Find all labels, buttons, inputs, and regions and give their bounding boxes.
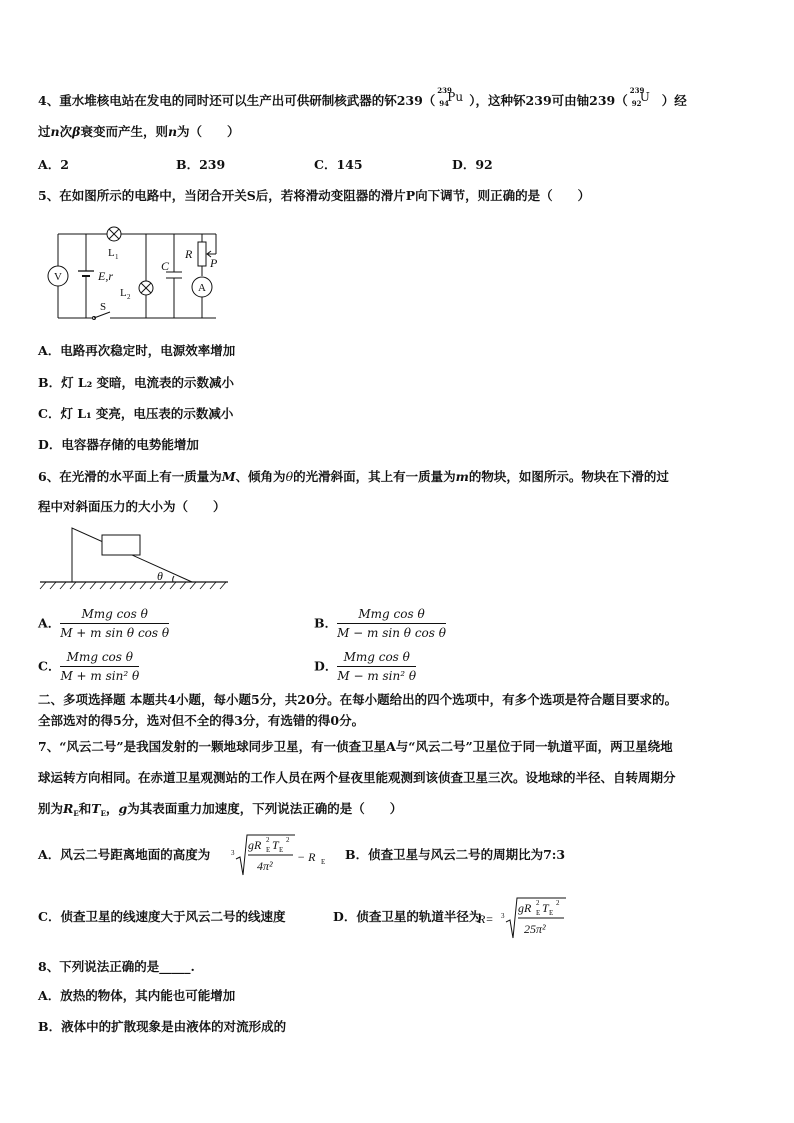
section2-line1: 二、多项选择题 本题共4小题，每小题5分，共20分。在每小题给出的四个选项中，有多个选项是符合题目要求的。 xyxy=(38,692,678,707)
slider-label: P xyxy=(210,256,218,270)
q7-line3: 别为$R_E$和$T_E$，g为其表面重力加速度，下列说法正确的是（ ） xyxy=(38,801,403,818)
q7-option-b: B．侦查卫星与风云二号的周期比为7:3 xyxy=(345,847,566,862)
svg-text:25π²: 25π² xyxy=(524,922,546,936)
q5-stem: 5、在如图所示的电路中，当闭合开关S后，若将滑动变阻器的滑片P向下调节，则正确的是（ ） xyxy=(38,188,591,203)
q8-stem: 8、下列说法正确的是_____. xyxy=(38,959,195,974)
q5-option-d: D．电容器存储的电势能增加 xyxy=(38,437,199,452)
svg-text:2: 2 xyxy=(536,899,540,907)
q4-text: ）经 xyxy=(661,93,687,108)
svg-text:2: 2 xyxy=(286,836,290,844)
block xyxy=(102,535,140,555)
q4-choice-d: D．92 xyxy=(452,157,493,172)
q6-line1: 6、在光滑的水平面上有一质量为M、倾角为θ的光滑斜面，其上有一质量为m的物块，如图所示。物块在下滑的过 xyxy=(38,469,669,484)
svg-text:L: L xyxy=(108,247,115,259)
q7-line1: 7、“风云二号”是我国发射的一颗地球同步卫星，有一侦查卫星A与“风云二号”卫星位于同一轨道平面，两卫星绕地 xyxy=(38,739,673,754)
svg-text:3: 3 xyxy=(231,849,235,857)
svg-text:gR: gR xyxy=(248,838,262,852)
q4-line1 xyxy=(38,86,687,109)
svg-text:T: T xyxy=(272,838,279,852)
svg-text:E: E xyxy=(536,909,541,917)
section2-line2: 全部选对的得5分，选对但不全的得3分，有选错的得0分。 xyxy=(38,713,365,728)
svg-text:L: L xyxy=(120,287,127,299)
incline-diagram xyxy=(36,524,236,594)
q4-choice-c: C．145 xyxy=(314,157,363,172)
q7-line2: 球运转方向相同。在赤道卫星观测站的工作人员在两个昼夜里能观测到该侦查卫星三次。设地球的半径、自转周期分 xyxy=(38,770,676,785)
svg-text:2: 2 xyxy=(556,899,560,907)
battery-label: E,r xyxy=(98,269,113,283)
q7-optD-formula xyxy=(478,894,572,942)
q4-line2: 过n次β衰变而产生，则n为（ ） xyxy=(38,124,240,139)
q8-option-a: A．放热的物体，其内能也可能增加 xyxy=(38,988,236,1003)
u239-nuclide: 239 92 U xyxy=(629,86,650,108)
svg-text:V: V xyxy=(54,271,62,283)
svg-text:A: A xyxy=(198,282,206,294)
q6-option-b: B． $\frac{\text{Mmg cos θ}}{\text{M − m sin θ cos θ}}$ xyxy=(314,607,446,640)
rheostat-icon xyxy=(198,242,206,266)
svg-text:θ: θ xyxy=(157,569,163,583)
q6-option-c: C． $\frac{\text{Mmg cos θ}}{\text{M + m sin² θ}}$ xyxy=(38,650,140,683)
q7-optA-formula xyxy=(231,831,333,879)
svg-text:2: 2 xyxy=(266,836,270,844)
q6-line2: 程中对斜面压力的大小为（ ） xyxy=(38,499,226,514)
svg-text:E: E xyxy=(549,909,554,917)
svg-text:− R: − R xyxy=(297,850,316,864)
q5-option-a: A．电路再次稳定时，电源效率增加 xyxy=(38,343,236,358)
q5-option-b: B．灯 L₂ 变暗，电流表的示数减小 xyxy=(38,375,235,390)
q4-choice-b: B．239 xyxy=(176,157,226,172)
svg-text:T: T xyxy=(542,901,549,915)
svg-text:2: 2 xyxy=(127,293,131,301)
q7-option-a: A．风云二号距离地面的高度为 xyxy=(38,847,211,862)
svg-text:3: 3 xyxy=(501,912,505,920)
svg-text:E: E xyxy=(279,846,284,854)
svg-text:4π²: 4π² xyxy=(257,859,273,873)
svg-text:R=: R= xyxy=(478,912,494,926)
pu239-nuclide: 239 94 Pu xyxy=(437,86,464,108)
svg-text:E: E xyxy=(321,858,326,866)
svg-text:E: E xyxy=(266,846,271,854)
q7-option-d: D．侦查卫星的轨道半径为 xyxy=(333,909,482,924)
q4-text: 4、重水堆核电站在发电的同时还可以生产出可供研制核武器的钚239（ xyxy=(38,93,436,108)
q4-text: ），这种钚239可由铀239（ xyxy=(469,93,628,108)
capacitor-label: C xyxy=(161,259,170,273)
svg-text:S: S xyxy=(100,301,107,313)
rheostat-label: R xyxy=(185,247,193,261)
q4-choice-a: A．2 xyxy=(38,157,69,172)
q7-option-c: C．侦查卫星的线速度大于风云二号的线速度 xyxy=(38,909,286,924)
svg-text:1: 1 xyxy=(115,253,119,261)
q6-option-d: D． $\frac{\text{Mmg cos θ}}{\text{M − m sin² θ}}$ xyxy=(314,650,417,683)
svg-text:gR: gR xyxy=(518,901,532,915)
circuit-diagram xyxy=(40,220,230,330)
q5-option-c: C．灯 L₁ 变亮，电压表的示数减小 xyxy=(38,406,234,421)
q8-option-b: B．液体中的扩散现象是由液体的对流形成的 xyxy=(38,1019,287,1034)
q6-option-a: A． $\frac{\text{Mmg cos θ}}{\text{M + m sin θ cos θ}}$ xyxy=(38,607,170,640)
